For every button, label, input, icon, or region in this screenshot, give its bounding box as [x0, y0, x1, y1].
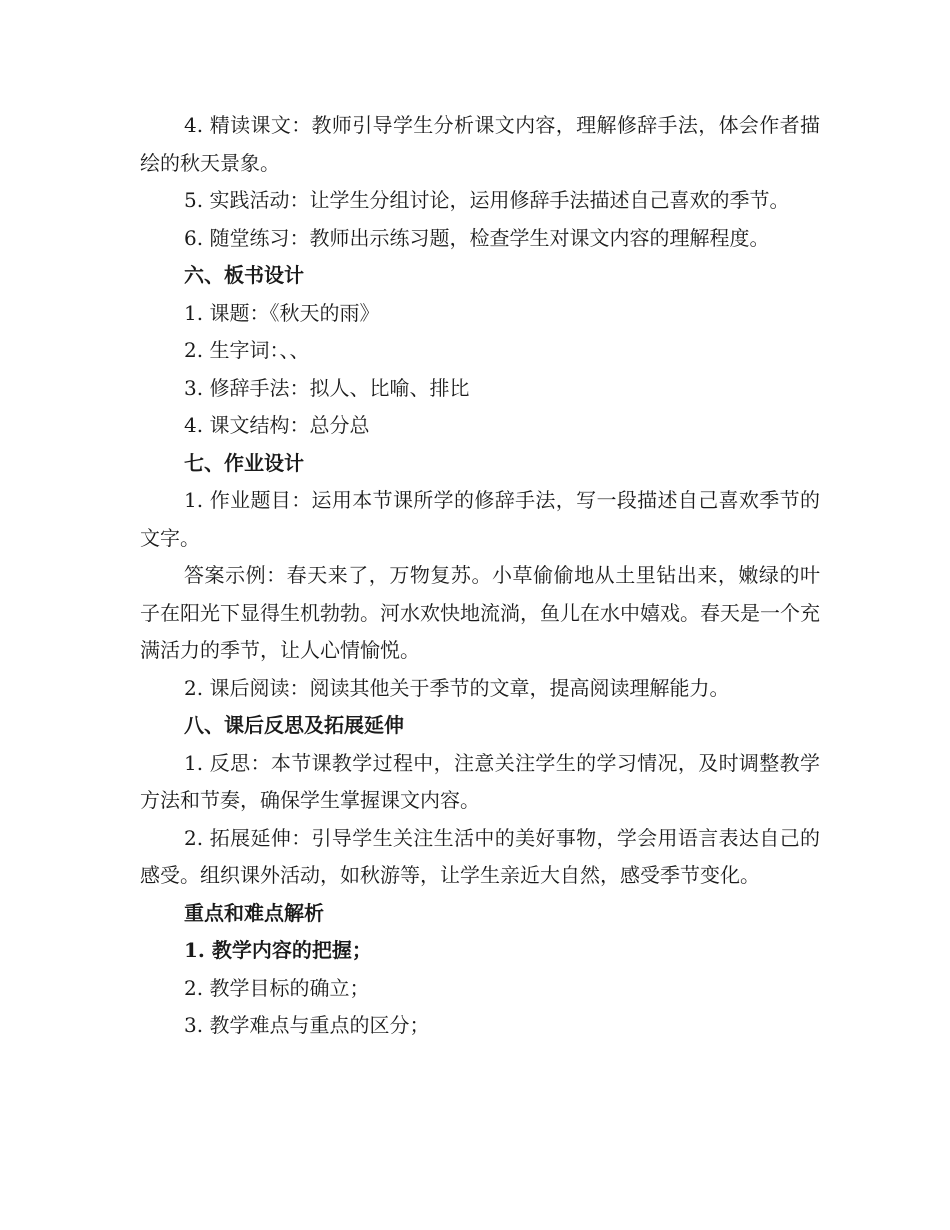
blackboard-item-4: 4. 课文结构：总分总 — [184, 413, 370, 437]
blackboard-item-3: 3. 修辞手法：拟人、比喻、排比 — [184, 375, 470, 400]
section-heading-homework-design: 七、作业设计 — [184, 450, 304, 475]
key-point-1: 1. 教学内容的把握； — [184, 938, 372, 962]
blackboard-item-2: 2. 生字词：、、 — [184, 338, 310, 362]
section-heading-key-points: 重点和难点解析 — [184, 900, 324, 925]
key-point-2: 2. 教学目标的确立； — [184, 975, 370, 1000]
section-heading-reflection: 八、课后反思及拓展延伸 — [184, 713, 404, 737]
homework-item-1: 1. 作业题目：运用本节课所学的修辞手法，写一段描述自己喜欢季节的文字。 — [140, 488, 820, 550]
homework-answer-example: 答案示例：春天来了，万物复苏。小草偷偷地从土里钻出来，嫩绿的叶子在阳光下显得生机勃勃。河水欢快地流淌，鱼儿在水中嬉戏。春天是一个充满活力的季节，让人心情愉悦。 — [140, 563, 820, 662]
reflection-item-2: 2. 拓展延伸：引导学生关注生活中的美好事物，学会用语言表达自己的感受。组织课外活动，如秋游等，让学生亲近大自然，感受季节变化。 — [140, 825, 820, 887]
step-4-close-reading: 4. 精读课文：教师引导学生分析课文内容，理解修辞手法，体会作者描绘的秋天景象。 — [140, 113, 820, 175]
blackboard-item-1: 1. 课题：《秋天的雨》 — [184, 300, 380, 325]
step-6-classroom-exercise: 6. 随堂练习：教师出示练习题，检查学生对课文内容的理解程度。 — [184, 225, 770, 250]
key-point-3: 3. 教学难点与重点的区分； — [184, 1013, 430, 1037]
document-body — [140, 107, 820, 1045]
reflection-item-1: 1. 反思：本节课教学过程中，注意关注学生的学习情况，及时调整教学方法和节奏，确保学生掌握课文内容。 — [140, 750, 820, 812]
homework-item-2: 2. 课后阅读：阅读其他关于季节的文章，提高阅读理解能力。 — [184, 675, 730, 700]
section-heading-blackboard-design: 六、板书设计 — [184, 263, 304, 287]
step-5-practice-activity: 5. 实践活动：让学生分组讨论，运用修辞手法描述自己喜欢的季节。 — [184, 188, 790, 212]
